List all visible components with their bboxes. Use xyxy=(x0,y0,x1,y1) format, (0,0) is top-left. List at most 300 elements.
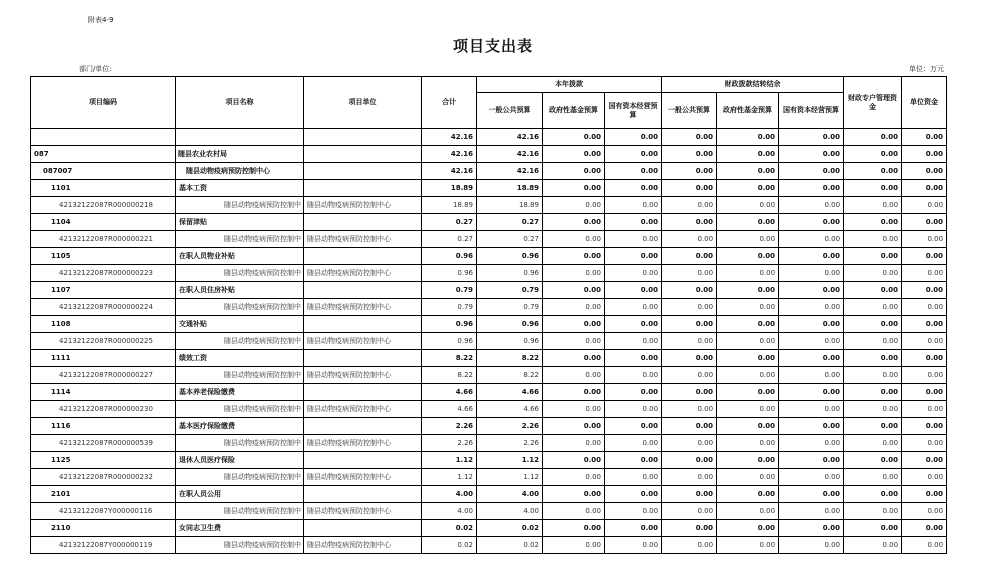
project-name-cell: 在职人员公用 xyxy=(176,486,304,503)
project-unit-cell: 随县动物疫病预防控制中心 xyxy=(304,333,422,350)
carryover-capital-budget-cell: 0.00 xyxy=(779,367,844,384)
carryover-fund-budget-cell: 0.00 xyxy=(717,486,779,503)
header-code: 项目编码 xyxy=(31,77,176,129)
carryover-capital-budget-cell: 0.00 xyxy=(779,486,844,503)
table-row xyxy=(31,197,947,214)
table-body xyxy=(31,129,947,554)
current-general-budget-cell: 0.02 xyxy=(477,520,543,537)
project-code-cell: 2101 xyxy=(31,486,176,503)
current-capital-budget-cell: 0.00 xyxy=(605,401,662,418)
unit-fund-cell: 0.00 xyxy=(902,316,947,333)
current-fund-budget-cell: 0.00 xyxy=(543,469,605,486)
carryover-general-budget-cell: 0.00 xyxy=(662,214,717,231)
current-general-budget-cell: 4.00 xyxy=(477,486,543,503)
current-general-budget-cell: 1.12 xyxy=(477,452,543,469)
total-cell: 0.96 xyxy=(422,265,477,282)
unit-fund-cell: 0.00 xyxy=(902,146,947,163)
project-code-cell: 087 xyxy=(31,146,176,163)
unit-fund-cell: 0.00 xyxy=(902,384,947,401)
project-unit-cell xyxy=(304,384,422,401)
current-fund-budget-cell: 0.00 xyxy=(543,299,605,316)
current-capital-budget-cell: 0.00 xyxy=(605,197,662,214)
table-row xyxy=(31,248,947,265)
carryover-fund-budget-cell: 0.00 xyxy=(717,214,779,231)
current-capital-budget-cell: 0.00 xyxy=(605,520,662,537)
current-fund-budget-cell: 0.00 xyxy=(543,350,605,367)
project-unit-cell xyxy=(304,214,422,231)
project-name-cell: 随县动物疫病预防控制中 xyxy=(176,503,304,520)
project-code-cell: 1116 xyxy=(31,418,176,435)
carryover-fund-budget-cell: 0.00 xyxy=(717,129,779,146)
project-code-cell: 42132122087R000000218 xyxy=(31,197,176,214)
carryover-fund-budget-cell: 0.00 xyxy=(717,452,779,469)
carryover-general-budget-cell: 0.00 xyxy=(662,452,717,469)
project-name-cell: 随县动物疫病预防控制中 xyxy=(176,435,304,452)
project-name-cell: 随县动物疫病预防控制中 xyxy=(176,469,304,486)
carryover-capital-budget-cell: 0.00 xyxy=(779,231,844,248)
unit-label: 单位：万元 xyxy=(909,65,944,73)
carryover-general-budget-cell: 0.00 xyxy=(662,367,717,384)
unit-fund-cell: 0.00 xyxy=(902,299,947,316)
project-name-cell: 随县动物疫病预防控制中 xyxy=(176,537,304,554)
table-row xyxy=(31,231,947,248)
carryover-fund-budget-cell: 0.00 xyxy=(717,469,779,486)
carryover-fund-budget-cell: 0.00 xyxy=(717,299,779,316)
current-fund-budget-cell: 0.00 xyxy=(543,367,605,384)
carryover-capital-budget-cell: 0.00 xyxy=(779,503,844,520)
carryover-capital-budget-cell: 0.00 xyxy=(779,452,844,469)
special-fund-cell: 0.00 xyxy=(844,316,902,333)
carryover-fund-budget-cell: 0.00 xyxy=(717,537,779,554)
project-name-cell: 随县动物疫病预防控制中 xyxy=(176,231,304,248)
project-unit-cell: 随县动物疫病预防控制中心 xyxy=(304,231,422,248)
table-row xyxy=(31,418,947,435)
current-fund-budget-cell: 0.00 xyxy=(543,197,605,214)
current-capital-budget-cell: 0.00 xyxy=(605,367,662,384)
special-fund-cell: 0.00 xyxy=(844,299,902,316)
project-name-cell: 女同志卫生费 xyxy=(176,520,304,537)
unit-fund-cell: 0.00 xyxy=(902,333,947,350)
total-cell: 0.96 xyxy=(422,316,477,333)
carryover-capital-budget-cell: 0.00 xyxy=(779,418,844,435)
project-code-cell: 1114 xyxy=(31,384,176,401)
total-cell: 0.79 xyxy=(422,299,477,316)
total-cell: 8.22 xyxy=(422,350,477,367)
project-name-cell: 绩效工资 xyxy=(176,350,304,367)
project-name-cell: 随县动物疫病预防控制中 xyxy=(176,333,304,350)
project-code-cell: 1125 xyxy=(31,452,176,469)
carryover-capital-budget-cell: 0.00 xyxy=(779,299,844,316)
table-row xyxy=(31,282,947,299)
carryover-general-budget-cell: 0.00 xyxy=(662,146,717,163)
project-name-cell: 退休人员医疗保险 xyxy=(176,452,304,469)
special-fund-cell: 0.00 xyxy=(844,486,902,503)
header-unit-fund: 单位资金 xyxy=(902,77,947,129)
current-general-budget-cell: 0.02 xyxy=(477,537,543,554)
carryover-fund-budget-cell: 0.00 xyxy=(717,282,779,299)
project-name-cell: 随县动物疫病预防控制中 xyxy=(176,265,304,282)
current-capital-budget-cell: 0.00 xyxy=(605,486,662,503)
carryover-fund-budget-cell: 0.00 xyxy=(717,418,779,435)
carryover-capital-budget-cell: 0.00 xyxy=(779,163,844,180)
project-unit-cell: 随县动物疫病预防控制中心 xyxy=(304,435,422,452)
total-cell: 0.96 xyxy=(422,248,477,265)
unit-fund-cell: 0.00 xyxy=(902,452,947,469)
project-unit-cell xyxy=(304,520,422,537)
carryover-general-budget-cell: 0.00 xyxy=(662,435,717,452)
current-fund-budget-cell: 0.00 xyxy=(543,435,605,452)
project-code-cell: 1111 xyxy=(31,350,176,367)
total-cell: 0.02 xyxy=(422,537,477,554)
unit-fund-cell: 0.00 xyxy=(902,231,947,248)
project-unit-cell xyxy=(304,316,422,333)
project-name-cell: 基本医疗保险缴费 xyxy=(176,418,304,435)
project-code-cell: 1108 xyxy=(31,316,176,333)
carryover-fund-budget-cell: 0.00 xyxy=(717,197,779,214)
carryover-fund-budget-cell: 0.00 xyxy=(717,350,779,367)
unit-fund-cell: 0.00 xyxy=(902,265,947,282)
current-general-budget-cell: 0.79 xyxy=(477,299,543,316)
current-capital-budget-cell: 0.00 xyxy=(605,316,662,333)
special-fund-cell: 0.00 xyxy=(844,435,902,452)
project-unit-cell: 随县动物疫病预防控制中心 xyxy=(304,401,422,418)
total-cell: 0.79 xyxy=(422,282,477,299)
project-unit-cell xyxy=(304,180,422,197)
current-fund-budget-cell: 0.00 xyxy=(543,231,605,248)
current-capital-budget-cell: 0.00 xyxy=(605,214,662,231)
total-cell: 2.26 xyxy=(422,418,477,435)
table-row xyxy=(31,384,947,401)
current-general-budget-cell: 4.66 xyxy=(477,384,543,401)
project-unit-cell: 随县动物疫病预防控制中心 xyxy=(304,197,422,214)
current-capital-budget-cell: 0.00 xyxy=(605,418,662,435)
current-general-budget-cell: 1.12 xyxy=(477,469,543,486)
total-cell: 0.02 xyxy=(422,520,477,537)
unit-fund-cell: 0.00 xyxy=(902,197,947,214)
carryover-general-budget-cell: 0.00 xyxy=(662,384,717,401)
table-row xyxy=(31,333,947,350)
carryover-general-budget-cell: 0.00 xyxy=(662,163,717,180)
carryover-fund-budget-cell: 0.00 xyxy=(717,520,779,537)
project-unit-cell: 随县动物疫病预防控制中心 xyxy=(304,537,422,554)
current-capital-budget-cell: 0.00 xyxy=(605,333,662,350)
current-general-budget-cell: 18.89 xyxy=(477,197,543,214)
current-general-budget-cell: 4.66 xyxy=(477,401,543,418)
project-unit-cell xyxy=(304,350,422,367)
project-unit-cell: 随县动物疫病预防控制中心 xyxy=(304,503,422,520)
carryover-capital-budget-cell: 0.00 xyxy=(779,384,844,401)
carryover-capital-budget-cell: 0.00 xyxy=(779,316,844,333)
special-fund-cell: 0.00 xyxy=(844,248,902,265)
project-code-cell: 42132122087R000000223 xyxy=(31,265,176,282)
carryover-fund-budget-cell: 0.00 xyxy=(717,503,779,520)
project-code-cell: 42132122087R000000224 xyxy=(31,299,176,316)
total-cell: 18.89 xyxy=(422,197,477,214)
project-unit-cell: 随县动物疫病预防控制中心 xyxy=(304,265,422,282)
special-fund-cell: 0.00 xyxy=(844,163,902,180)
carryover-capital-budget-cell: 0.00 xyxy=(779,469,844,486)
unit-fund-cell: 0.00 xyxy=(902,367,947,384)
header-total: 合计 xyxy=(422,77,477,129)
carryover-capital-budget-cell: 0.00 xyxy=(779,435,844,452)
current-capital-budget-cell: 0.00 xyxy=(605,146,662,163)
current-general-budget-cell: 0.96 xyxy=(477,333,543,350)
project-name-cell: 在职人员住房补贴 xyxy=(176,282,304,299)
table-row xyxy=(31,367,947,384)
current-capital-budget-cell: 0.00 xyxy=(605,129,662,146)
project-unit-cell xyxy=(304,129,422,146)
carryover-general-budget-cell: 0.00 xyxy=(662,503,717,520)
table-row xyxy=(31,146,947,163)
current-general-budget-cell: 2.26 xyxy=(477,418,543,435)
unit-fund-cell: 0.00 xyxy=(902,537,947,554)
special-fund-cell: 0.00 xyxy=(844,265,902,282)
current-general-budget-cell: 4.00 xyxy=(477,503,543,520)
total-cell: 2.26 xyxy=(422,435,477,452)
table-row xyxy=(31,214,947,231)
table-row xyxy=(31,401,947,418)
unit-fund-cell: 0.00 xyxy=(902,350,947,367)
carryover-capital-budget-cell: 0.00 xyxy=(779,265,844,282)
project-unit-cell: 随县动物疫病预防控制中心 xyxy=(304,299,422,316)
total-cell: 42.16 xyxy=(422,129,477,146)
unit-fund-cell: 0.00 xyxy=(902,520,947,537)
table-row xyxy=(31,452,947,469)
project-code-cell: 1107 xyxy=(31,282,176,299)
total-cell: 4.00 xyxy=(422,486,477,503)
header-unit: 项目单位 xyxy=(304,77,422,129)
project-name-cell: 交通补贴 xyxy=(176,316,304,333)
current-general-budget-cell: 18.89 xyxy=(477,180,543,197)
unit-fund-cell: 0.00 xyxy=(902,401,947,418)
total-cell: 0.27 xyxy=(422,231,477,248)
current-capital-budget-cell: 0.00 xyxy=(605,503,662,520)
header-sub-general-budget: 一般公共预算 xyxy=(662,93,717,129)
project-code-cell: 087007 xyxy=(31,163,176,180)
project-unit-cell xyxy=(304,163,422,180)
table-row xyxy=(31,486,947,503)
project-name-cell: 随县动物疫病预防控制中 xyxy=(176,401,304,418)
project-expenditure-table xyxy=(30,76,947,554)
unit-fund-cell: 0.00 xyxy=(902,248,947,265)
current-general-budget-cell: 0.96 xyxy=(477,316,543,333)
current-fund-budget-cell: 0.00 xyxy=(543,316,605,333)
unit-fund-cell: 0.00 xyxy=(902,469,947,486)
current-fund-budget-cell: 0.00 xyxy=(543,180,605,197)
carryover-general-budget-cell: 0.00 xyxy=(662,401,717,418)
carryover-general-budget-cell: 0.00 xyxy=(662,180,717,197)
current-general-budget-cell: 42.16 xyxy=(477,163,543,180)
total-cell: 42.16 xyxy=(422,146,477,163)
current-capital-budget-cell: 0.00 xyxy=(605,248,662,265)
table-row xyxy=(31,265,947,282)
total-cell: 4.66 xyxy=(422,384,477,401)
header-sub-capital-budget: 国有资本经营预算 xyxy=(779,93,844,129)
project-unit-cell: 随县动物疫病预防控制中心 xyxy=(304,367,422,384)
project-name-cell: 随县动物疫病预防控制中 xyxy=(176,367,304,384)
current-fund-budget-cell: 0.00 xyxy=(543,384,605,401)
project-code-cell: 42132122087R000000230 xyxy=(31,401,176,418)
special-fund-cell: 0.00 xyxy=(844,503,902,520)
carryover-capital-budget-cell: 0.00 xyxy=(779,180,844,197)
current-fund-budget-cell: 0.00 xyxy=(543,265,605,282)
current-fund-budget-cell: 0.00 xyxy=(543,537,605,554)
unit-fund-cell: 0.00 xyxy=(902,435,947,452)
project-code-cell: 1104 xyxy=(31,214,176,231)
project-name-cell: 随县动物疫病预防控制中心 xyxy=(176,163,304,180)
total-cell: 1.12 xyxy=(422,469,477,486)
project-name-cell: 随县动物疫病预防控制中 xyxy=(176,197,304,214)
project-name-cell: 在职人员物业补贴 xyxy=(176,248,304,265)
current-capital-budget-cell: 0.00 xyxy=(605,350,662,367)
total-cell: 0.96 xyxy=(422,333,477,350)
project-code-cell xyxy=(31,129,176,146)
special-fund-cell: 0.00 xyxy=(844,520,902,537)
project-code-cell: 42132122087R000000225 xyxy=(31,333,176,350)
annex-label: 附表4-9 xyxy=(88,16,114,24)
project-code-cell: 1101 xyxy=(31,180,176,197)
project-code-cell: 2110 xyxy=(31,520,176,537)
carryover-capital-budget-cell: 0.00 xyxy=(779,248,844,265)
project-code-cell: 1105 xyxy=(31,248,176,265)
carryover-fund-budget-cell: 0.00 xyxy=(717,401,779,418)
special-fund-cell: 0.00 xyxy=(844,214,902,231)
current-fund-budget-cell: 0.00 xyxy=(543,282,605,299)
carryover-fund-budget-cell: 0.00 xyxy=(717,316,779,333)
special-fund-cell: 0.00 xyxy=(844,129,902,146)
current-general-budget-cell: 0.79 xyxy=(477,282,543,299)
header-carryover-group: 财政拨款结转结余 xyxy=(662,77,844,93)
project-code-cell: 42132122087R000000539 xyxy=(31,435,176,452)
header-sub-fund-budget: 政府性基金预算 xyxy=(543,93,605,129)
current-fund-budget-cell: 0.00 xyxy=(543,486,605,503)
special-fund-cell: 0.00 xyxy=(844,537,902,554)
current-capital-budget-cell: 0.00 xyxy=(605,299,662,316)
carryover-capital-budget-cell: 0.00 xyxy=(779,146,844,163)
table-row xyxy=(31,503,947,520)
carryover-fund-budget-cell: 0.00 xyxy=(717,231,779,248)
carryover-fund-budget-cell: 0.00 xyxy=(717,248,779,265)
special-fund-cell: 0.00 xyxy=(844,231,902,248)
project-code-cell: 42132122087R000000227 xyxy=(31,367,176,384)
department-label: 部门/单位: xyxy=(79,65,112,73)
total-cell: 1.12 xyxy=(422,452,477,469)
carryover-general-budget-cell: 0.00 xyxy=(662,248,717,265)
carryover-fund-budget-cell: 0.00 xyxy=(717,265,779,282)
carryover-fund-budget-cell: 0.00 xyxy=(717,435,779,452)
table-row xyxy=(31,537,947,554)
carryover-general-budget-cell: 0.00 xyxy=(662,282,717,299)
special-fund-cell: 0.00 xyxy=(844,367,902,384)
current-capital-budget-cell: 0.00 xyxy=(605,384,662,401)
carryover-capital-budget-cell: 0.00 xyxy=(779,520,844,537)
current-general-budget-cell: 0.96 xyxy=(477,248,543,265)
special-fund-cell: 0.00 xyxy=(844,197,902,214)
total-cell: 42.16 xyxy=(422,163,477,180)
carryover-general-budget-cell: 0.00 xyxy=(662,316,717,333)
carryover-fund-budget-cell: 0.00 xyxy=(717,367,779,384)
table-row xyxy=(31,129,947,146)
carryover-general-budget-cell: 0.00 xyxy=(662,299,717,316)
current-capital-budget-cell: 0.00 xyxy=(605,537,662,554)
carryover-capital-budget-cell: 0.00 xyxy=(779,214,844,231)
header-name: 项目名称 xyxy=(176,77,304,129)
project-unit-cell xyxy=(304,146,422,163)
carryover-general-budget-cell: 0.00 xyxy=(662,197,717,214)
carryover-general-budget-cell: 0.00 xyxy=(662,265,717,282)
current-capital-budget-cell: 0.00 xyxy=(605,452,662,469)
current-capital-budget-cell: 0.00 xyxy=(605,435,662,452)
carryover-capital-budget-cell: 0.00 xyxy=(779,197,844,214)
current-general-budget-cell: 0.27 xyxy=(477,214,543,231)
carryover-capital-budget-cell: 0.00 xyxy=(779,333,844,350)
project-unit-cell xyxy=(304,282,422,299)
special-fund-cell: 0.00 xyxy=(844,452,902,469)
project-code-cell: 42132122087R000000232 xyxy=(31,469,176,486)
carryover-general-budget-cell: 0.00 xyxy=(662,520,717,537)
unit-fund-cell: 0.00 xyxy=(902,486,947,503)
carryover-fund-budget-cell: 0.00 xyxy=(717,146,779,163)
project-name-cell: 基本工资 xyxy=(176,180,304,197)
total-cell: 0.27 xyxy=(422,214,477,231)
total-cell: 4.66 xyxy=(422,401,477,418)
total-cell: 4.00 xyxy=(422,503,477,520)
current-capital-budget-cell: 0.00 xyxy=(605,282,662,299)
current-fund-budget-cell: 0.00 xyxy=(543,520,605,537)
unit-fund-cell: 0.00 xyxy=(902,129,947,146)
total-cell: 18.89 xyxy=(422,180,477,197)
page-title: 项目支出表 xyxy=(452,37,533,55)
special-fund-cell: 0.00 xyxy=(844,350,902,367)
current-fund-budget-cell: 0.00 xyxy=(543,214,605,231)
table-row xyxy=(31,163,947,180)
carryover-capital-budget-cell: 0.00 xyxy=(779,129,844,146)
project-unit-cell xyxy=(304,418,422,435)
current-general-budget-cell: 8.22 xyxy=(477,350,543,367)
project-unit-cell: 随县动物疫病预防控制中心 xyxy=(304,469,422,486)
current-general-budget-cell: 0.96 xyxy=(477,265,543,282)
project-unit-cell xyxy=(304,248,422,265)
current-fund-budget-cell: 0.00 xyxy=(543,401,605,418)
current-general-budget-cell: 0.27 xyxy=(477,231,543,248)
table-row xyxy=(31,316,947,333)
unit-fund-cell: 0.00 xyxy=(902,282,947,299)
table-row xyxy=(31,520,947,537)
current-fund-budget-cell: 0.00 xyxy=(543,333,605,350)
project-name-cell: 基本养老保险缴费 xyxy=(176,384,304,401)
carryover-general-budget-cell: 0.00 xyxy=(662,129,717,146)
carryover-fund-budget-cell: 0.00 xyxy=(717,384,779,401)
project-name-cell xyxy=(176,129,304,146)
unit-fund-cell: 0.00 xyxy=(902,418,947,435)
header-sub-capital-budget: 国有资本经营预算 xyxy=(605,93,662,129)
header-sub-general-budget: 一般公共预算 xyxy=(477,93,543,129)
table-row xyxy=(31,180,947,197)
current-fund-budget-cell: 0.00 xyxy=(543,129,605,146)
carryover-general-budget-cell: 0.00 xyxy=(662,350,717,367)
carryover-general-budget-cell: 0.00 xyxy=(662,418,717,435)
table-row xyxy=(31,299,947,316)
special-fund-cell: 0.00 xyxy=(844,384,902,401)
current-general-budget-cell: 8.22 xyxy=(477,367,543,384)
project-code-cell: 42132122087Y000000119 xyxy=(31,537,176,554)
header-special-fund: 财政专户管理资金 xyxy=(844,77,902,129)
current-fund-budget-cell: 0.00 xyxy=(543,418,605,435)
project-code-cell: 42132122087Y000000116 xyxy=(31,503,176,520)
current-capital-budget-cell: 0.00 xyxy=(605,180,662,197)
carryover-general-budget-cell: 0.00 xyxy=(662,231,717,248)
project-name-cell: 随县动物疫病预防控制中 xyxy=(176,299,304,316)
